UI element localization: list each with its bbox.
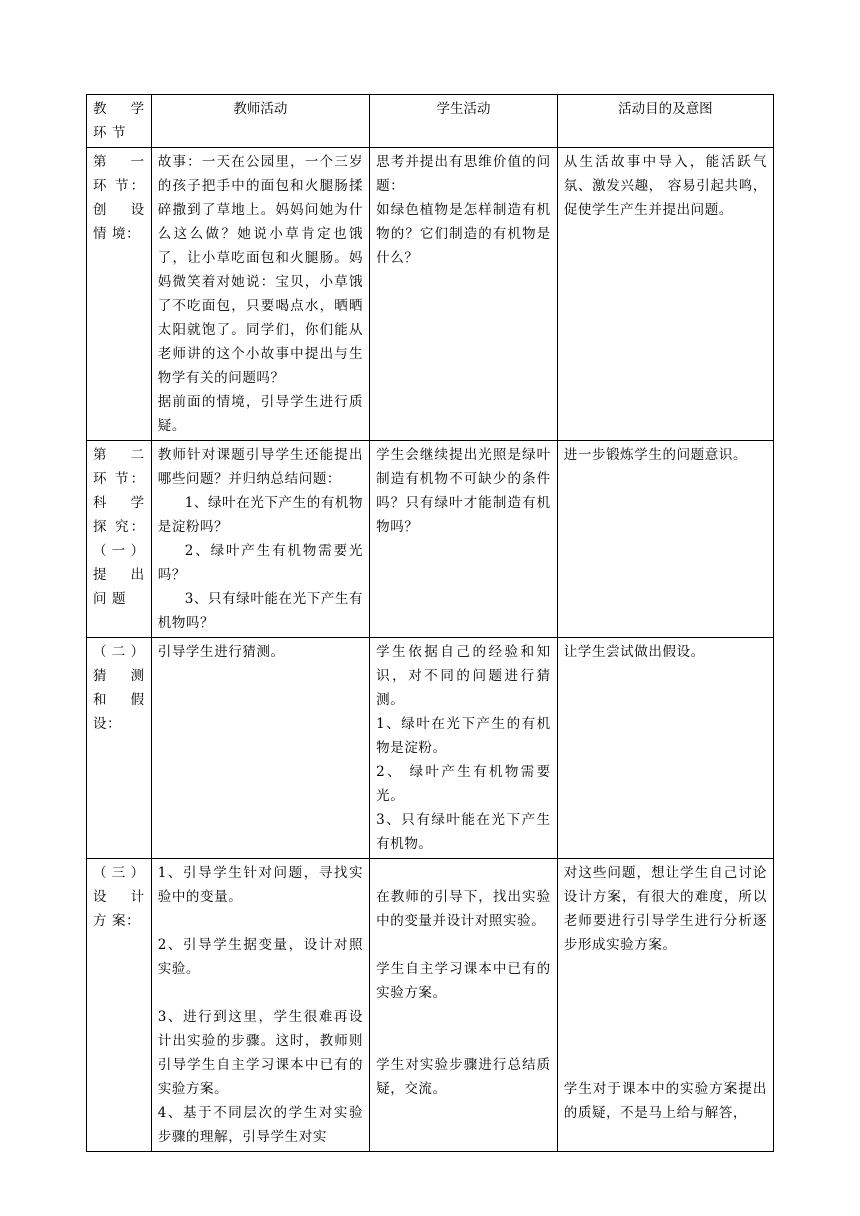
purpose-cell bbox=[557, 441, 773, 638]
teacher-paragraph: 2、绿叶产生有机物需要光吗？ bbox=[157, 543, 364, 583]
student-activity-cell bbox=[370, 148, 558, 441]
teacher-activity-cell bbox=[151, 441, 369, 638]
spacer bbox=[376, 1029, 551, 1053]
student-paragraph: 2、 绿叶产生有机物需要光。 bbox=[376, 764, 551, 804]
spacer bbox=[564, 957, 767, 981]
purpose-cell bbox=[557, 859, 773, 1152]
spacer bbox=[376, 861, 551, 885]
table-row bbox=[87, 859, 774, 1152]
teacher-activity-cell bbox=[151, 638, 369, 859]
header-stage: 教 学 环 节 bbox=[87, 95, 152, 148]
student-paragraph: 1、绿叶在光下产生的有机物是淀粉。 bbox=[376, 716, 551, 756]
stage-cell: 第 二 环 节： 科 学 探 究： （一） 提 出 问 题 bbox=[87, 441, 152, 638]
spacer bbox=[376, 933, 551, 957]
header-purpose: 活动目的及意图 bbox=[557, 95, 773, 148]
stage-cell: （三） 设 计 方 案： bbox=[87, 859, 152, 1152]
purpose-cell bbox=[557, 638, 773, 859]
student-paragraph: 思考并提出有思维价值的问题： bbox=[376, 154, 551, 194]
teacher-paragraph: 引导学生进行猜测。 bbox=[157, 644, 285, 660]
student-paragraph: 学生自主学习课本中已有的实验方案。 bbox=[376, 961, 551, 1001]
lesson-plan-table bbox=[86, 94, 774, 1152]
purpose-paragraph: 对这些问题，想让学生自己讨论设计方案，有很大的难度，所以老师要进行引导学生进行分析逐步形成实验方案。 bbox=[563, 865, 767, 953]
spacer bbox=[376, 1005, 551, 1029]
student-paragraph: 3、只有绿叶能在光下产生有机物。 bbox=[376, 812, 551, 852]
student-paragraph: 如绿色植物是怎样制造有机物的？它们制造的有机物是什么？ bbox=[376, 202, 551, 266]
purpose-paragraph: 进一步锻炼学生的问题意识。 bbox=[563, 447, 748, 463]
teacher-paragraph: 4、基于不同层次的学生对实验步骤的理解，引导学生对实 bbox=[157, 1105, 364, 1145]
teacher-paragraph: 教师针对课题引导学生还能提出哪些问题？并归纳总结问题： bbox=[157, 447, 364, 487]
header-teacher-activity: 教师活动 bbox=[151, 95, 369, 148]
stage-cell: 第 一 环 节： 创 设 情 境： bbox=[87, 148, 152, 441]
student-paragraph: 学生会继续提出光照是绿叶制造有机物不可缺少的条件吗？只有绿叶才能制造有机物吗？ bbox=[376, 447, 551, 535]
spacer bbox=[158, 909, 363, 933]
purpose-paragraph: 学生对于课本中的实验方案提出的质疑，不是马上给与解答， bbox=[563, 1081, 767, 1121]
spacer bbox=[564, 1053, 767, 1077]
student-activity-cell bbox=[370, 441, 558, 638]
stage-cell: （二） 猜 测 和 假设： bbox=[87, 638, 152, 859]
table-row bbox=[87, 638, 774, 859]
teacher-paragraph: 3、只有绿叶能在光下产生有机物吗？ bbox=[157, 591, 364, 631]
teacher-paragraph: 3、进行到这里，学生很难再设计出实验的步骤。这时，教师则引导学生自主学习课本中已有的实验方案。 bbox=[157, 1009, 364, 1097]
purpose-cell bbox=[557, 148, 773, 441]
table-header-row bbox=[87, 95, 774, 148]
spacer bbox=[564, 981, 767, 1005]
teacher-paragraph: 故事：一天在公园里，一个三岁的孩子把手中的面包和火腿肠揉碎撒到了草地上。妈妈问她为什么这么做？她说小草肯定也饿了，让小草吃面包和火腿肠。妈妈微笑着对她说：宝贝，小草饿了不吃面包，只要喝点水，晒晒太阳就饱了。同学们，你们能从老师讲的这个小故事中提出与生物学有关的问题吗？ bbox=[157, 154, 364, 386]
teacher-paragraph: 1、绿叶在光下产生的有机物是淀粉吗？ bbox=[157, 495, 364, 535]
student-paragraph: 学生对实验步骤进行总结质疑，交流。 bbox=[376, 1057, 551, 1097]
teacher-activity-cell bbox=[151, 148, 369, 441]
teacher-paragraph: 1、引导学生针对问题，寻找实验中的变量。 bbox=[157, 865, 364, 905]
purpose-paragraph: 让学生尝试做出假设。 bbox=[563, 644, 705, 660]
spacer bbox=[564, 1029, 767, 1053]
purpose-paragraph: 从生活故事中导入，能活跃气氛、激发兴趣， 容易引起共鸣，促使学生产生并提出问题。 bbox=[563, 154, 767, 218]
student-activity-cell bbox=[370, 638, 558, 859]
student-paragraph: 学生依据自己的经验和知识，对不同的问题进行猜测。 bbox=[376, 644, 551, 708]
teacher-paragraph: 2、引导学生据变量，设计对照实验。 bbox=[157, 937, 364, 977]
spacer bbox=[564, 1005, 767, 1029]
spacer bbox=[158, 981, 363, 1005]
table-row bbox=[87, 441, 774, 638]
teacher-activity-cell bbox=[151, 859, 369, 1152]
header-student-activity: 学生活动 bbox=[370, 95, 558, 148]
student-activity-cell bbox=[370, 859, 558, 1152]
table-row bbox=[87, 148, 774, 441]
teacher-paragraph: 据前面的情境，引导学生进行质疑。 bbox=[157, 394, 364, 434]
student-paragraph: 在教师的引导下，找出实验中的变量并设计对照实验。 bbox=[376, 889, 551, 929]
